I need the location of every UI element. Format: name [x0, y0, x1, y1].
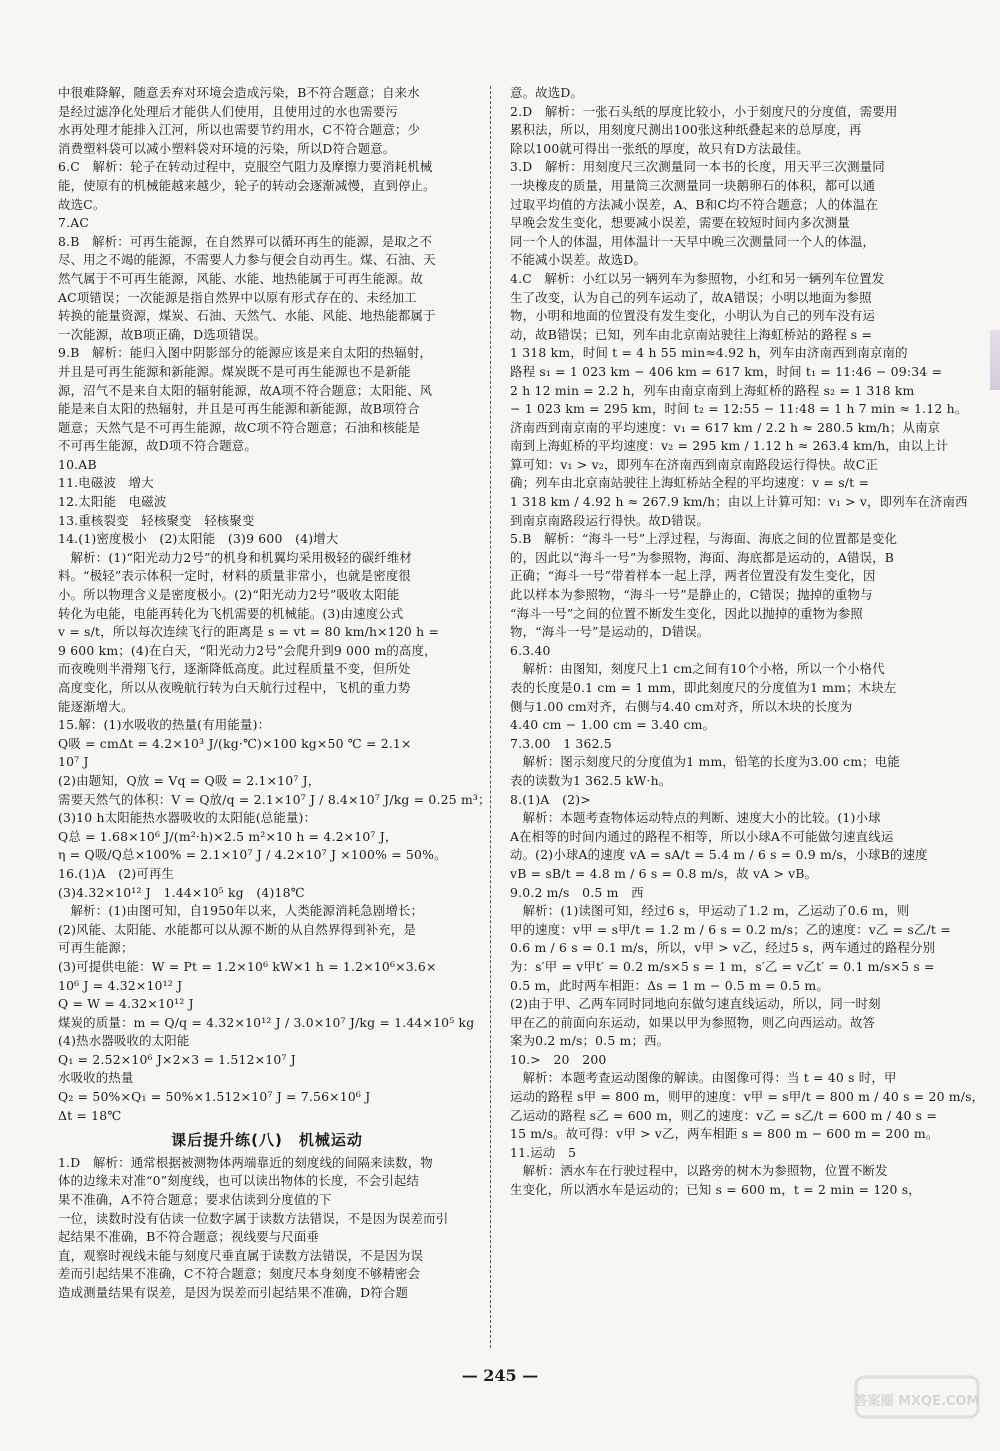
text-line: 到南京南路段运行得快。故D错误。	[510, 512, 709, 528]
text-line: 小。所以物理含义是密度极小。(2)“阳光动力2号”吸收太阳能	[58, 587, 400, 603]
text-line: 2.D 解析：一张石头纸的厚度比较小，小于刻度尺的分度值，需要用	[510, 103, 898, 119]
text-line: 物，小明和地面的位置没有发生变化，小明认为自己的列车没有运	[510, 308, 876, 324]
text-line: Q吸 = cmΔt = 4.2×10³ J/(kg·℃)×100 kg×50 ℃ = 2.1×	[58, 735, 412, 751]
text-line: 6.C 解析：轮子在转动过程中，克服空气阻力及摩擦力要消耗机械	[58, 159, 433, 175]
text-line: 6.3.40	[510, 642, 551, 658]
text-line: 为：s′甲 = v甲t′ = 0.2 m/s×5 s = 1 m，s′乙 = v乙t′ = 0.1 m/s×5 s =	[510, 958, 935, 974]
text-line: 10⁷ J	[58, 754, 89, 770]
text-line: Δt = 18℃	[58, 1107, 122, 1123]
text-line: 果不准确，A不符合题意；要求估读到分度值的下	[58, 1192, 332, 1208]
text-line: 10.> 20 200	[510, 1051, 607, 1067]
column-divider	[490, 86, 491, 1348]
text-line: 料。“极轻”表示体积一定时，材料的质量非常小，也就是密度很	[58, 568, 412, 584]
text-line: 此以样本为参照物，“海斗一号”是静止的，C错误；抛掉的重物与	[510, 587, 873, 603]
text-line: 不可再生能源，故D项不符合题意。	[58, 438, 257, 454]
text-line: 意。故选D。	[510, 85, 584, 100]
text-line: 尽、用之不竭的能源，不需要人力参与便会自动再生。煤、石油、天	[58, 252, 436, 268]
text-line: (2)由题知，Q放 = Vq = Q吸 = 2.1×10⁷ J，	[58, 772, 321, 788]
text-line: 4.C 解析：小红以另一辆列车为参照物，小红和另一辆列车位置发	[510, 270, 885, 286]
text-line: 物，“海斗一号”是运动的，D错误。	[510, 624, 710, 640]
text-line: 一次能源，故B项正确，D选项错误。	[58, 326, 267, 342]
text-line: 解析：本题考查运动图像的解读。由图像可得：当 t = 40 s 时，甲	[510, 1070, 897, 1086]
text-line: 一位，读数时没有估读一位数字属于读数方法错误，不是因为误差而引	[58, 1210, 449, 1226]
text-line: (3)10 h太阳能热水器吸收的太阳能(总能量)：	[58, 810, 317, 826]
text-line: 运动的路程 s甲 = 800 m，则甲的速度：v甲 = s甲/t = 800 m / 40 s = 20 m/s，	[510, 1089, 985, 1105]
text-line: 11.电磁波 增大	[58, 475, 154, 491]
text-line: 解析：(1)“阳光动力2号”的机身和机翼均采用极轻的碳纤维材	[58, 549, 413, 565]
left-text-block	[58, 84, 491, 1125]
text-line: v = s/t，所以每次连续飞行的距离是 s = vt = 80 km/h×120 h =	[58, 624, 440, 640]
text-line: 解析：本题考查物体运动特点的判断、速度大小的比较。(1)小球	[510, 810, 881, 826]
text-line: 正确；“海斗一号”带着样本一起上浮，两者位置没有发生变化，因	[510, 568, 876, 584]
text-line: 9.B 解析：能归入图中阴影部分的能源应该是来自太阳的热辐射，	[58, 345, 433, 361]
text-line: 水吸收的热量	[58, 1070, 134, 1086]
text-line: (3)可提供电能：W = Pt = 1.2×10⁶ kW×1 h = 1.2×10⁶×3.6×	[58, 958, 437, 974]
text-line: 累积法，所以，用刻度尺测出100张这种纸叠起来的总厚度，再	[510, 122, 862, 138]
text-line: 解析：洒水车在行驶过程中，以路旁的树木为参照物，位置不断发	[510, 1163, 888, 1179]
text-line: 故选C。	[58, 196, 106, 212]
text-line: 8.(1)A (2)>	[510, 791, 591, 807]
text-line: (2)由于甲、乙两车同时同地向东做匀速直线运动，所以，同一时刻	[510, 996, 881, 1012]
text-line: 2 h 12 min = 2.2 h，列车由南京南到上海虹桥的路程 s₂ = 1 318 km	[510, 382, 915, 398]
text-line: 9 600 km；(4)在白天，“阳光动力2号”会爬升到9 000 m的高度，	[58, 642, 437, 658]
text-line: 解析：图示刻度尺的分度值为1 mm，铅笔的长度为3.00 cm；电能	[510, 754, 900, 770]
text-line: 案为0.2 m/s；0.5 m；西。	[510, 1033, 670, 1049]
text-line: Q₂ = 50%×Q₁ = 50%×1.512×10⁷ J = 7.56×10⁶ J	[58, 1089, 371, 1105]
text-line: 体的边缘未对准“0”刻度线，也可以读出物体的长度，不会引起结	[58, 1173, 420, 1189]
text-line: 解析：由图知，刻度尺上1 cm之间有10个小格，所以一个小格代	[510, 661, 885, 677]
text-line: 12.太阳能 电磁波	[58, 494, 167, 510]
text-line: 可再生能源；	[58, 940, 134, 956]
text-line: 转换的能量资源，煤炭、石油、天然气、水能、风能、地热能都属于	[58, 308, 436, 324]
text-line: 10⁶ J = 4.32×10¹² J	[58, 977, 183, 993]
text-line: 高度变化，所以从夜晚航行转为白天航行过程中，飞机的重力势	[58, 680, 411, 695]
section-heading: 课后提升练(八) 机械运动	[171, 1131, 363, 1150]
text-line: 题意；天然气是不可再生能源，故C项不符合题意；石油和核能是	[58, 419, 421, 435]
text-line: 16.(1)A (2)可再生	[58, 865, 175, 881]
text-line: 解析：(1)由图可知，自1950年以来，人类能源消耗急剧增长；	[58, 903, 424, 919]
text-line: 能逐渐增大。	[58, 698, 134, 714]
text-line: 4.40 cm − 1.00 cm = 3.40 cm。	[510, 717, 716, 733]
text-line: 7.AC	[58, 215, 90, 231]
text-line: 15 m/s。故可得：v甲 > v乙，两车相距 s = 800 m − 600 m = 200 m。	[510, 1126, 939, 1142]
text-line: 1 318 km / 4.92 h ≈ 267.9 km/h；由以上计算可知：v₁ > v，即列车在济南西	[510, 494, 968, 510]
text-line: 14.(1)密度极小 (2)太阳能 (3)9 600 (4)增大	[58, 531, 339, 547]
page-number: — 245 —	[461, 1366, 539, 1385]
text-line: 一块橡皮的质量，用量筒三次测量同一块鹅卵石的体积，都可以通	[510, 177, 876, 193]
text-line: 差而引起结果不准确，C不符合题意；刻度尺本身刻度不够精密会	[58, 1266, 421, 1282]
text-line: 表的长度是0.1 cm = 1 mm，即此刻度尺的分度值为1 mm；木块左	[510, 680, 897, 695]
text-line: 13.重核裂变 轻核聚变 轻核聚变	[58, 512, 255, 528]
text-line: 不能减小误差。故选D。	[510, 252, 647, 268]
text-line: 起结果不准确，B不符合题意；视线要与尺面垂	[58, 1229, 320, 1245]
text-line: 生了改变，认为自己的列车运动了，故A错误；小明以地面为参照	[510, 289, 872, 305]
text-line: 7.3.00 1 362.5	[510, 735, 612, 751]
text-line: 煤炭的质量：m = Q/q = 4.32×10¹² J / 3.0×10⁷ J/kg = 1.44×10⁵ kg	[58, 1014, 475, 1030]
text-line: 济南西到南京南的平均速度：v₁ = 617 km / 2.2 h ≈ 280.5 km/h；从南京	[510, 419, 941, 435]
text-line: 确；列车由北京南站驶往上海虹桥站全程的平均速度：v = s/t =	[510, 475, 870, 491]
text-line: 5.B 解析：“海斗一号”上浮过程，与海面、海底之间的位置都是变化	[510, 531, 898, 547]
text-line: 需要天然气的体积：V = Q放/q = 2.1×10⁷ J / 8.4×10⁷ J/kg = 0.25 m³；	[58, 791, 491, 807]
text-line: 1 318 km，时间 t = 4 h 55 min≈4.92 h，列车由济南西到南京南的	[510, 345, 908, 361]
text-line: 算可知：v₁ > v₂，即列车在济南西到南京南路段运行得快。故C正	[510, 456, 879, 472]
page-edge-mark	[990, 330, 1000, 390]
text-line: 过取平均值的方法减小误差，A、B和C均不符合题意；人的体温在	[510, 196, 879, 212]
text-line: (4)热水器吸收的太阳能	[58, 1033, 190, 1049]
text-line: 11.运动 5	[510, 1144, 577, 1160]
text-line: 表的读数为1 362.5 kW·h。	[510, 772, 672, 788]
text-line: 1.D 解析：通常根据被测物体两端靠近的刻度线的间隔来读数，物	[58, 1154, 433, 1170]
text-line: 能是来自太阳的热辐射，并且是可再生能源和新能源，故B项符合	[58, 401, 420, 417]
text-line: 0.5 m，此时两车相距：Δs = 1 m − 0.5 m = 0.5 m。	[510, 977, 829, 993]
text-line: 10.AB	[58, 456, 97, 472]
text-line: 路程 s₁ = 1 023 km − 406 km = 617 km，时间 t₁ = 11:46 − 09:34 =	[510, 363, 943, 379]
text-line: 0.6 m / 6 s = 0.1 m/s，所以，v甲 > v乙，经过5 s，两车通过的路程分别	[510, 940, 936, 956]
text-line: 转化为电能，电能再转化为飞机需要的机械能。(3)由速度公式	[58, 605, 404, 621]
text-line: 是经过滤净化处理后才能供人们使用，且使用过的水也需要污	[58, 103, 398, 119]
text-line: 动。(2)小球A的速度 vA = sA/t = 5.4 m / 6 s = 0.9 m/s，小球B的速度	[510, 847, 928, 863]
text-line: “海斗一号”之间的位置不断发生变化，因此以抛掉的重物为参照	[510, 605, 864, 621]
text-line: (2)风能、太阳能、水能都可以从源不断的从自然界得到补充，是	[58, 921, 417, 937]
text-line: 甲的速度：v甲 = s甲/t = 1.2 m / 6 s = 0.2 m/s；乙的速度：v乙 = s乙/t =	[510, 921, 951, 937]
text-line: 3.D 解析：用刻度尺三次测量同一本书的长度，用天平三次测量同	[510, 159, 885, 175]
text-line: 并且是可再生能源和新能源。煤炭既不是可再生能源也不是新能	[58, 363, 411, 379]
watermark-text: 答案圈 MXQE.COM	[854, 1394, 980, 1409]
text-line: 甲在乙的前面向东运动，如果以甲为参照物，则乙向西运动。故答	[510, 1014, 876, 1030]
text-line: 然气属于不可再生能源，风能、水能、地热能属于可再生能源。故	[58, 270, 424, 286]
text-line: 的，因此以“海斗一号”为参照物，海面、海底都是运动的，A错误，B	[510, 549, 895, 565]
text-line: Q = W = 4.32×10¹² J	[58, 996, 194, 1012]
right-column	[510, 84, 985, 1200]
text-line: 造成测量结果有误差，是因为误差而引起结果不准确，D符合题	[58, 1285, 409, 1300]
text-line: A在相等的时间内通过的路程不相等，所以小球A不可能做匀速直线运	[510, 828, 894, 844]
text-line: AC项错误；一次能源是指自然界中以原有形式存在的、未经加工	[58, 289, 417, 305]
left-text-block-after	[58, 1154, 476, 1303]
text-line: 消费塑料袋可以减小塑料袋对环境的污染，所以D符合题意。	[58, 140, 396, 156]
text-line: (3)4.32×10¹² J 1.44×10⁵ kg (4)18℃	[58, 884, 305, 900]
text-line: Q总 = 1.68×10⁶ J/(m²·h)×2.5 m²×10 h = 4.2×10⁷ J，	[58, 828, 398, 844]
text-line: 南到上海虹桥的平均速度：v₂ = 295 km / 1.12 h ≈ 263.4 km/h，由以上计	[510, 438, 949, 454]
text-line: 除以100就可得出一张纸的厚度，故只有D方法最佳。	[510, 140, 809, 156]
text-line: 15.解：(1)水吸收的热量(有用能量)：	[58, 717, 271, 733]
text-line: 源，沼气不是来自太阳的辐射能源，故A项不符合题意；太阳能、风	[58, 382, 433, 398]
text-line: η = Q吸/Q总×100% = 2.1×10⁷ J / 4.2×10⁷ J ×100% = 50%。	[58, 847, 447, 863]
text-line: 早晚会发生变化，想要减小误差，需要在较短时间内多次测量	[510, 215, 850, 231]
text-line: Q₁ = 2.52×10⁶ J×2×3 = 1.512×10⁷ J	[58, 1051, 296, 1067]
text-line: 动，故B错误；已知，列车由北京南站驶往上海虹桥站的路程 s =	[510, 326, 873, 342]
text-line: 中很难降解，随意丢弃对环境会造成污染，B不符合题意；自来水	[58, 85, 420, 100]
text-line: 能，使原有的机械能越来越少，轮子的转动会逐渐减慢，直到停止。	[58, 177, 436, 193]
text-line: 解析：(1)读图可知，经过6 s，甲运动了1.2 m，乙运动了0.6 m，则	[510, 903, 910, 919]
text-line: vB = sB/t = 4.8 m / 6 s = 0.8 m/s，故 vA > vB。	[510, 865, 818, 881]
text-line: − 1 023 km = 295 km，时间 t₂ = 12:55 − 11:48 = 1 h 7 min ≈ 1.12 h。	[510, 401, 968, 417]
text-line: 乙运动的路程 s乙 = 600 m，则乙的速度：v乙 = s乙/t = 600 m / 40 s =	[510, 1107, 937, 1123]
text-line: 生变化，所以洒水车是运动的；已知 s = 600 m，t = 2 min = 120 s，	[510, 1182, 921, 1198]
watermark-logo	[852, 1371, 982, 1441]
text-line: 而夜晚则半滑翔飞行，逐渐降低高度。此过程质量不变，但所处	[58, 661, 411, 677]
text-line: 侧与1.00 cm对齐，右侧与4.40 cm对齐，所以木块的长度为	[510, 698, 853, 714]
text-line: 直，观察时视线未能与刻度尺垂直属于读数方法错误，不是因为误	[58, 1247, 424, 1263]
left-column	[58, 84, 491, 1303]
text-line: 8.B 解析：可再生能源，在自然界可以循环再生的能源，是取之不	[58, 233, 433, 249]
right-text-block	[510, 84, 985, 1200]
text-line: 9.0.2 m/s 0.5 m 西	[510, 884, 644, 900]
text-line: 同一个人的体温，用体温计一天早中晚三次测量同一个人的体温，	[510, 233, 876, 249]
text-line: 水再处理才能排入江河，所以也需要节约用水，C不符合题意；少	[58, 122, 421, 138]
